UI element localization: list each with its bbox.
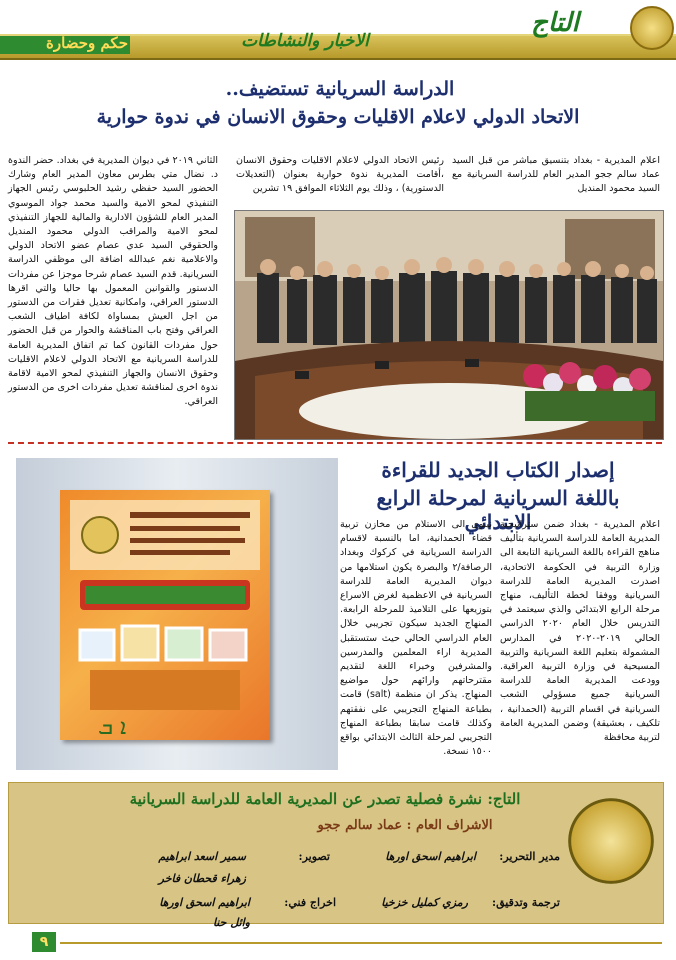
article1-kicker: الدراسة السريانية تستضيف..: [225, 78, 455, 100]
supervision-line: [250, 818, 560, 833]
art-label: اخراج فني:: [284, 896, 336, 909]
masthead-title: التاج: [531, 8, 579, 38]
supervision-name: عماد سالم ججو: [317, 818, 403, 833]
masthead-box-title: التاج: نشرة فصلية تصدر عن المديرية العامة للدراسة السريانية: [129, 790, 521, 808]
footer-rule: [60, 942, 662, 944]
photo-name-2: زهراء قحطان فاخر: [158, 872, 246, 885]
ministry-emblem-icon: [568, 798, 654, 884]
article2-headline-line1: إصدار الكتاب الجديد للقراءة: [381, 458, 615, 482]
cover-glyph: ܐ ܒ: [98, 715, 127, 740]
page-number: ٩: [32, 932, 56, 952]
art-name-1: ابراهيم اسحق اورها: [159, 896, 250, 909]
article1-headline: الاتحاد الدولي لاعلام الاقليات وحقوق الانسان في ندوة حوارية: [96, 106, 580, 128]
article2-column-left: نينوى الى الاستلام من مخازن تربية قضاء الحمدانية، اما بالنسبة لاقسام الدراسة السريانية في كركوك وبغداد الرصافة/٢ والبصرة يكون استلامها من ديوان المديرية العامة للدراسة السريانية في الاعظمية لغرض الاسراع بتوزيعها على التلاميذ للمرحلة الرابعة. المنهاج الجديد سيكون تجريبي خلال العام الدراسي الحالي حيث ستستقبل المديرية اراء المعلمين والمدرسين والمشرفين وخبراء اللغة لتقديم مقترحاتهم وارائهم حول مواضيع المنهاج. يذكر ان منظمة (salt) قامت بطباعة المنهاج التجريبي على نفقتهم وكذلك قامت سابقا بطباعة المنهاج التجريبي لمرحلة الثالث الابتدائي بواقع ١٥٠٠ نسخة.: [340, 519, 492, 758]
article1-column-middle: رئيس الاتحاد الدولي لاعلام الاقليات وحقوق الانسان ،أقامت المديرية ندوة حوارية بعنوان (التعديلات الدستورية) ، وذلك يوم الثلاثاء الموافق ١٩ تشرين: [236, 155, 444, 195]
book-cover-illustration: [60, 490, 270, 740]
article2-column-right: اعلام المديرية - بغداد ضمن ستراتيجية المديرية العامة للدراسة السريانية بتأليف مناهج القراءة باللغة السريانية التابعة الى وزارة التربية في الحكومة الاتحادية، اصدرت المديرية العامة للدراسة السريانية ووفقا لخطة التأليف، منهاج مرحلة الرابع الابتدائي والذي سيعتمد في التدريس خلال العام ٢٠٢٠ الدراسي الحالي ٢٠١٩-٢٠٢٠ في المدارس المشمولة بتعليم اللغة السريانية والتربية المسيحية في وزارة التربية العراقية. وودعت المديرية العامة للدراسة السريانية جميع مسؤولي الشعب السريانية في اقسام التربية (الحمدانية ، تلكيف ، بعشيقة) وضمن المديرية العامة لتربية محافظة: [500, 519, 660, 744]
translation-label: ترجمة وتدقيق:: [492, 896, 560, 909]
section-divider: [8, 442, 662, 444]
photo-label: تصوير:: [298, 850, 330, 863]
supervision-label: الاشراف العام :: [406, 818, 493, 833]
book-cover-image: [60, 490, 270, 740]
section-title: الاخبار والنشاطات: [241, 31, 369, 51]
article1-column-right: اعلام المديرية - بغداد بتنسيق مباشر من قبل السيد عماد سالم ججو المدير العام للدراسة السريانية مع السيد محمود المنديل: [452, 155, 660, 195]
seminar-photo-illustration: [235, 211, 663, 439]
article2-headline-line2: باللغة السريانية لمرحلة الرابع الابتدائي: [376, 486, 620, 534]
editor-label: مدير التحرير:: [499, 850, 560, 863]
translation-name: رمزي كمليل خزخيا: [381, 896, 468, 909]
seminar-group-photo: [234, 210, 664, 440]
article1-column-left: الثاني ٢٠١٩ في ديوان المديرية في بغداد. حضر الندوة د. نضال متي بطرس معاون المدير العام وشارك الحضور السيد حفظي رشيد الحلبوسي رئيس الجهاز التنفيذي لمحو الامية والسيد محمد جواد الموسوي المدير العام للشؤون الادارية والمالية للجهاز التنفيذي لمحو الامية والمراقب الدولي محمود المنديل والحقوقي السيد عدي عصام عضو الاتحاد الدولي والاعلامية نغم عبدالله اضافة الى موظفي الدراسة السريانية. قدم السيد عصام شرحا موجزا عن مفردات الدستور والقوانين المعمول بها حاليا والتي اقرها الدستور العراقي، وامكانية تعديل فقرات من الدستور من اجل العيش بمساواة لكافة اطياف الشعب العراقي وفتح باب المناقشة والحوار من قبل الحضور حول مفردات القانون كما تم اتفاق المديرية العامة للدراسة السريانية مع الاتحاد الدولي لاعلام الاقليات وحقوق الانسان والجهاز التنفيذي لمحو الامية لاقامة ندوة اخرى لمناقشة تعديل مفردات اخرى من الدستور العراقي.: [8, 155, 218, 408]
art-name-2: وائل حنا: [212, 916, 250, 929]
crown-logo-icon: [630, 6, 674, 50]
header-left-text: حكم وحضارة: [46, 34, 128, 52]
editor-name: ابراهيم اسحق اورها: [385, 850, 476, 863]
photo-name-1: سمير اسعد ابراهيم: [158, 850, 246, 863]
